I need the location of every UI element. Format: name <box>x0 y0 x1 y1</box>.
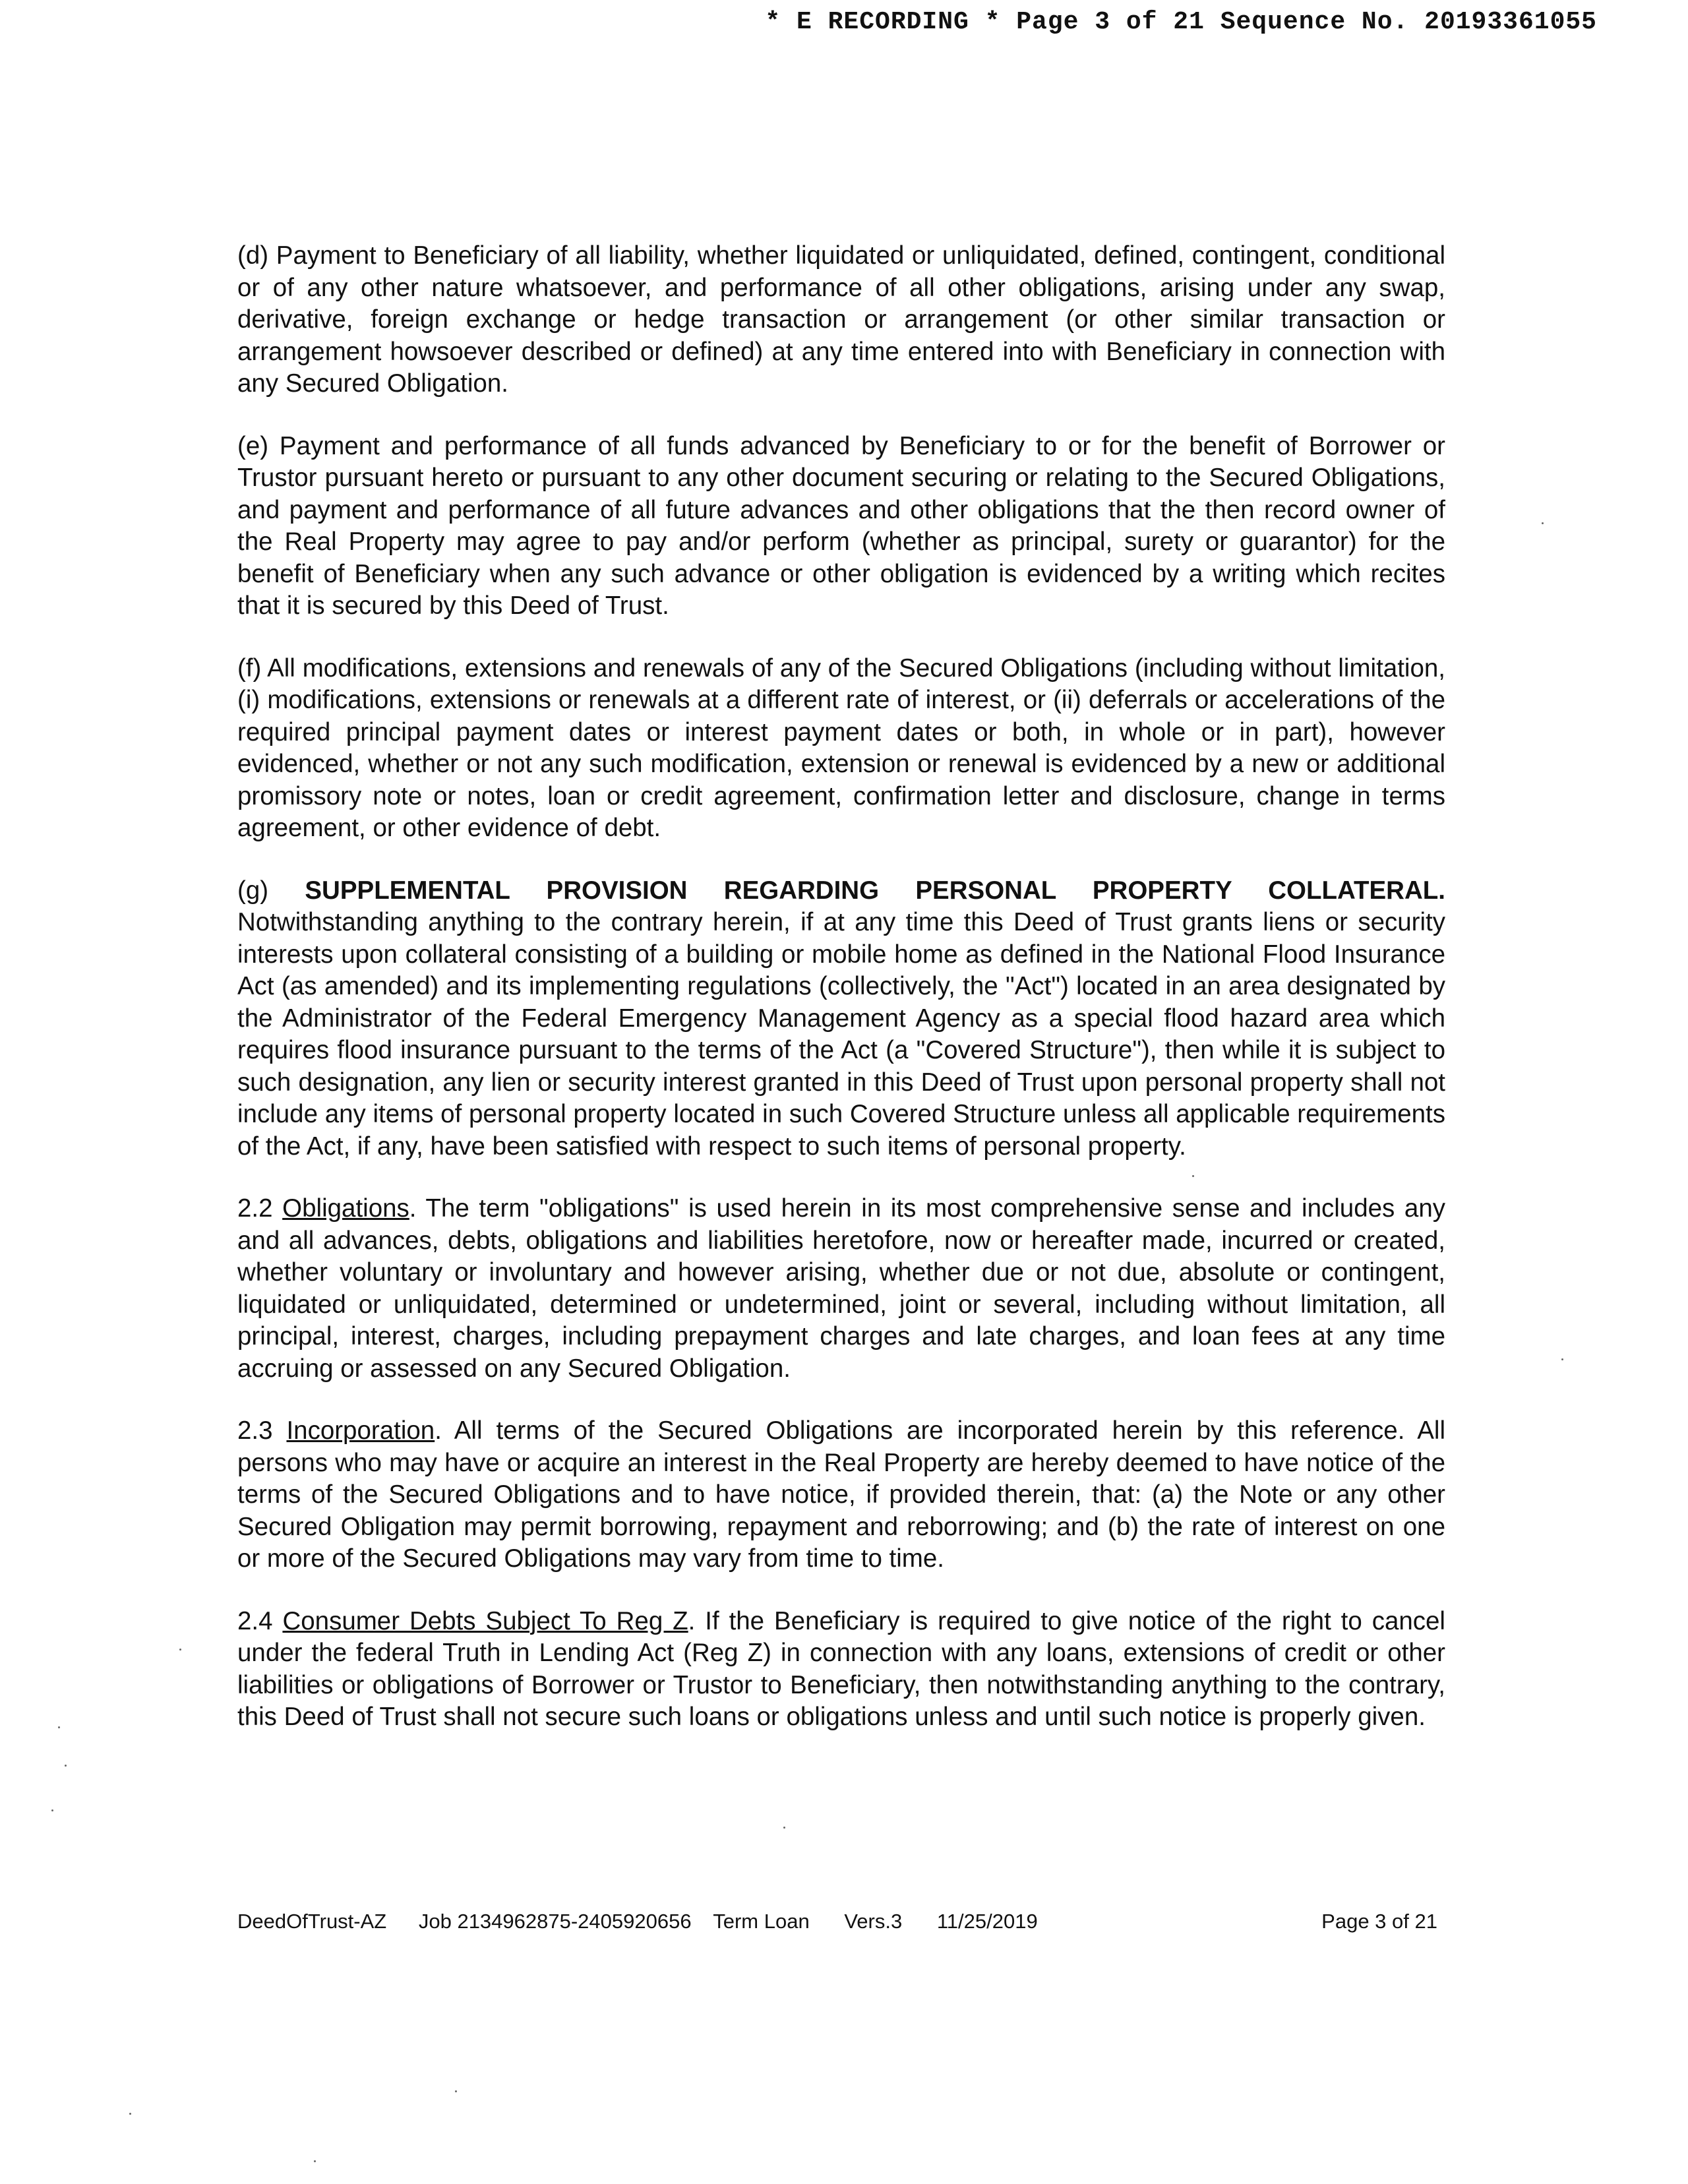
section-2-4-title: Consumer Debts Subject To Reg Z <box>282 1606 688 1635</box>
scan-speck <box>783 1827 785 1829</box>
scan-speck <box>1542 522 1544 524</box>
section-2-3-number: 2.3 <box>237 1416 287 1445</box>
paragraph-d: (d) Payment to Beneficiary of all liability, whether liquidated or unliquidated, defined, contingent, conditional or of any other nature whatsoever, and performance of all other obligations, arising under any swap, derivative, foreign exchange or hedge transaction or arrangement (or other similar transaction or arrangement howsoever described or defined) at any time entered into with Beneficiary in connection with any Secured Obligation. <box>237 241 1445 398</box>
section-2-2-title: Obligations <box>282 1194 409 1223</box>
footer-loan-type: Term Loan <box>713 1910 810 1933</box>
page-footer <box>237 1910 1437 1933</box>
section-2-4-body: . If the Beneficiary is required to give notice of the right to cancel under the federal Truth in Lending Act (Reg Z) in connection with any loans, extensions of credit or other liabilities or obligations of Borrower or Trustor to Beneficiary, then notwithstanding anything to the contrary, this Deed of Trust shall not secure such loans or obligations unless and until such notice is properly given. <box>237 1606 1445 1731</box>
scan-speck <box>1561 1358 1563 1360</box>
scan-speck <box>455 2090 457 2092</box>
scan-speck <box>51 1809 53 1811</box>
footer-date: 11/25/2019 <box>936 1910 1038 1933</box>
footer-page-number: Page 3 of 21 <box>1321 1910 1437 1933</box>
scan-speck <box>1192 1175 1194 1177</box>
section-2-3-body: . All terms of the Secured Obligations are incorporated herein by this reference. All persons who may have or acquire an interest in the Real Property are hereby deemed to have notice of the terms of the Secured Obligations and to have notice, if provided therein, that: (a) the Note or any other Secured Obligation may permit borrowing, repayment and reborrowing; and (b) the rate of interest on one or more of the Secured Obligations may vary from time to time. <box>237 1416 1445 1573</box>
recording-stamp: * E RECORDING * Page 3 of 21 Sequence No. 20193361055 <box>765 8 1597 36</box>
paragraph-g-prefix: (g) <box>237 876 305 905</box>
scan-speck <box>65 1765 67 1767</box>
section-2-3-title: Incorporation <box>286 1416 435 1445</box>
paragraph-g <box>237 875 1445 1163</box>
document-body <box>237 240 1445 1764</box>
scan-speck <box>179 1649 181 1651</box>
section-2-2-number: 2.2 <box>237 1194 283 1223</box>
section-2-2-body: . The term "obligations" is used herein in its most comprehensive sense and includes any and all advances, debts, obligations and liabilities heretofore, now or hereafter made, incurred or created, whether voluntary or involuntary and however arising, whether due or not due, absolute or contingent, liquidated or unliquidated, determined or undetermined, joint or several, including without limitation, all principal, interest, charges, including prepayment charges and late charges, and loan fees at any time accruing or assessed on any Secured Obligation. <box>237 1194 1445 1383</box>
scan-speck <box>314 2160 316 2162</box>
paragraph-e: (e) Payment and performance of all funds advanced by Beneficiary to or for the benefit of Borrower or Trustor pursuant hereto or pursuant to any other document securing or relating to the Secured Obligations, and payment and performance of all future advances and other obligations that the then record owner of the Real Property may agree to pay and/or perform (whether as principal, surety or guarantor) for the benefit of Beneficiary when any such advance or other obligation is evidenced by a writing which recites that it is secured by this Deed of Trust. <box>237 431 1445 620</box>
footer-version: Vers.3 <box>844 1910 903 1933</box>
section-2-4-number: 2.4 <box>237 1606 283 1635</box>
paragraph-g-heading: SUPPLEMENTAL PROVISION REGARDING PERSONAL PROPERTY COLLATERAL. <box>305 876 1445 905</box>
scan-speck <box>58 1726 60 1728</box>
section-2-2 <box>237 1193 1445 1385</box>
paragraph-f: (f) All modifications, extensions and renewals of any of the Secured Obligations (including without limitation, (i) modifications, extensions or renewals at a different rate of interest, or (ii) deferrals or accelerations of the required principal payment dates or interest payment dates or both, in whole or in part), however evidenced, whether or not any such modification, extension or renewal is evidenced by a new or additional promissory note or notes, loan or credit agreement, confirmation letter and disclosure, change in terms agreement, or other evidence of debt. <box>237 653 1445 842</box>
footer-form-name: DeedOfTrust-AZ <box>237 1910 387 1933</box>
scan-speck <box>129 2113 131 2115</box>
footer-job-number: Job 2134962875-2405920656 <box>418 1910 692 1933</box>
section-2-3 <box>237 1415 1445 1575</box>
paragraph-g-body: Notwithstanding anything to the contrary herein, if at any time this Deed of Trust grants liens or security interests upon collateral consisting of a building or mobile home as defined in the National Flood Insurance Act (as amended) and its implementing regulations (collectively, the "Act") located in an area designated by the Administrator of the Federal Emergency Management Agency as a special flood hazard area which requires flood insurance pursuant to the terms of the Act (a "Covered Structure"), then while it is subject to such designation, any lien or security interest granted in this Deed of Trust upon personal property shall not include any items of personal property located in such Covered Structure unless all applicable requirements of the Act, if any, have been satisfied with respect to such items of personal property. <box>237 908 1445 1161</box>
section-2-4 <box>237 1606 1445 1734</box>
